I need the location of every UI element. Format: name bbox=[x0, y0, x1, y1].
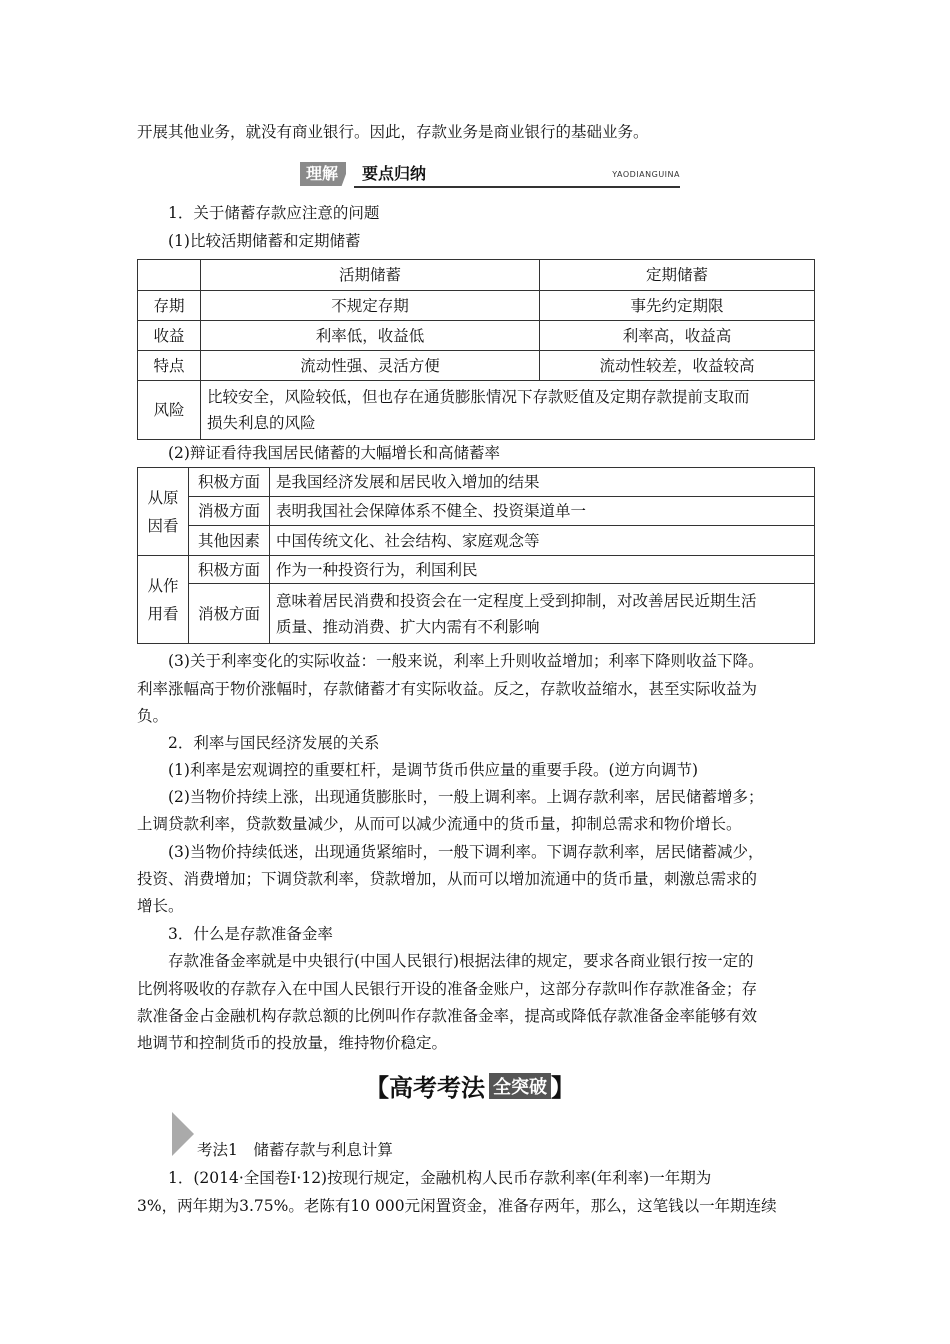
group-text: 从作 bbox=[147, 576, 179, 595]
row-label: 存期 bbox=[138, 291, 201, 321]
row-key: 积极方面 bbox=[189, 556, 270, 584]
savings-analysis-table bbox=[137, 467, 815, 644]
table-row bbox=[138, 526, 815, 556]
row-label: 收益 bbox=[138, 321, 201, 351]
subheading-1: (1)比较活期储蓄和定期储蓄 bbox=[168, 232, 361, 250]
heading-2: 2．利率与国民经济发展的关系 bbox=[168, 734, 380, 752]
paragraph: 款准备金占金融机构存款总额的比例叫作存款准备金率，提高或降低存款准备金率能够有效 bbox=[137, 1007, 758, 1025]
section-banner bbox=[300, 162, 680, 188]
row-value: 是我国经济发展和居民收入增加的结果 bbox=[270, 468, 815, 497]
value-line: 意味着居民消费和投资会在一定程度上受到抑制，对改善居民近期生活 bbox=[276, 591, 757, 610]
row-value: 中国传统文化、社会结构、家庭观念等 bbox=[270, 526, 815, 556]
intro-text: 开展其他业务，就没有商业银行。因此，存款业务是商业银行的基础业务。 bbox=[137, 123, 649, 141]
paragraph: 存款准备金率就是中央银行(中国人民银行)根据法律的规定，要求各商业银行按一定的 bbox=[168, 952, 754, 970]
banner-title: 要点归纳 bbox=[362, 164, 427, 183]
table-row bbox=[138, 351, 815, 381]
cell: 利率低，收益低 bbox=[201, 321, 540, 351]
cell: 不规定存期 bbox=[201, 291, 540, 321]
risk-line: 损失利息的风险 bbox=[207, 414, 316, 432]
group-text: 用看 bbox=[147, 604, 179, 623]
paragraph: (2)当物价持续上涨，出现通货膨胀时，一般上调利率。上调存款利率，居民储蓄增多； bbox=[168, 788, 764, 806]
row-key: 消极方面 bbox=[189, 584, 270, 644]
table-row bbox=[138, 584, 815, 644]
section-heading bbox=[365, 1068, 575, 1103]
subheading-2: (2)辩证看待我国居民储蓄的大幅增长和高储蓄率 bbox=[168, 444, 500, 462]
group-text: 从原 bbox=[147, 488, 179, 507]
kaofa-heading: 考法1 储蓄存款与利息计算 bbox=[197, 1141, 393, 1159]
banner-rule bbox=[354, 186, 680, 188]
table-row bbox=[138, 556, 815, 584]
savings-comparison-table bbox=[137, 259, 815, 440]
table-corner bbox=[138, 260, 201, 291]
header-fixed: 定期储蓄 bbox=[540, 260, 815, 291]
paragraph: 投资、消费增加；下调贷款利率，贷款增加，从而可以增加流通中的货币量，刺激总需求的 bbox=[137, 870, 758, 888]
section-title-box: 全突破 bbox=[489, 1073, 551, 1099]
heading-3: 3．什么是存款准备金率 bbox=[168, 925, 333, 943]
row-key: 消极方面 bbox=[189, 497, 270, 526]
paragraph: (3)当物价持续低迷，出现通货紧缩时，一般下调利率。下调存款利率，居民储蓄减少， bbox=[168, 843, 764, 861]
cell: 流动性强、灵活方便 bbox=[201, 351, 540, 381]
paragraph: 利率涨幅高于物价涨幅时，存款储蓄才有实际收益。反之，存款收益缩水，甚至实际收益为 bbox=[137, 680, 758, 698]
group-text: 因看 bbox=[147, 516, 179, 535]
risk-cell bbox=[201, 381, 815, 440]
arrow-icon bbox=[172, 1112, 194, 1156]
paragraph: 上调贷款利率，贷款数量减少，从而可以减少流通中的货币量，抑制总需求和物价增长。 bbox=[137, 815, 742, 833]
cell: 利率高，收益高 bbox=[540, 321, 815, 351]
row-value: 表明我国社会保障体系不健全、投资渠道单一 bbox=[270, 497, 815, 526]
group-cause bbox=[138, 468, 189, 556]
row-key: 积极方面 bbox=[189, 468, 270, 497]
paragraph: 地调节和控制货币的投放量，维持物价稳定。 bbox=[137, 1034, 448, 1052]
cell: 事先约定期限 bbox=[540, 291, 815, 321]
table-row bbox=[138, 468, 815, 497]
banner-subtitle: YAODIANGUINA bbox=[612, 170, 680, 179]
row-label: 风险 bbox=[138, 381, 201, 440]
paragraph: 负。 bbox=[137, 707, 169, 725]
paragraph: (1)利率是宏观调控的重要杠杆，是调节货币供应量的重要手段。(逆方向调节) bbox=[168, 761, 699, 779]
question-text: 1．(2014·全国卷Ⅰ·12)按现行规定，金融机构人民币存款利率(年利率)一年期为 bbox=[168, 1169, 712, 1187]
header-current: 活期储蓄 bbox=[201, 260, 540, 291]
risk-line: 比较安全，风险较低，但也存在通货膨胀情况下存款贬值及定期存款提前支取而 bbox=[207, 388, 750, 406]
table-row bbox=[138, 291, 815, 321]
table-row bbox=[138, 381, 815, 440]
section-title-close: 】 bbox=[551, 1074, 575, 1102]
value-line: 质量、推动消费、扩大内需有不利影响 bbox=[276, 617, 540, 636]
cell: 流动性较差，收益较高 bbox=[540, 351, 815, 381]
question-text: 3%，两年期为3.75%。老陈有10 000元闲置资金，准备存两年，那么，这笔钱以一年期连续 bbox=[137, 1197, 777, 1215]
table-row bbox=[138, 321, 815, 351]
row-key: 其他因素 bbox=[189, 526, 270, 556]
heading-1: 1．关于储蓄存款应注意的问题 bbox=[168, 204, 380, 222]
group-effect bbox=[138, 556, 189, 644]
paragraph: (3)关于利率变化的实际收益：一般来说，利率上升则收益增加；利率下降则收益下降。 bbox=[168, 652, 764, 670]
paragraph: 增长。 bbox=[137, 897, 184, 915]
paragraph: 比例将吸收的存款存入在中国人民银行开设的准备金账户，这部分存款叫作存款准备金；存 bbox=[137, 980, 758, 998]
row-label: 特点 bbox=[138, 351, 201, 381]
row-value: 作为一种投资行为，利国利民 bbox=[270, 556, 815, 584]
banner-tag: 理解 bbox=[300, 162, 346, 186]
section-title: 【高考考法 bbox=[365, 1074, 485, 1102]
row-value bbox=[270, 584, 815, 644]
table-row bbox=[138, 497, 815, 526]
